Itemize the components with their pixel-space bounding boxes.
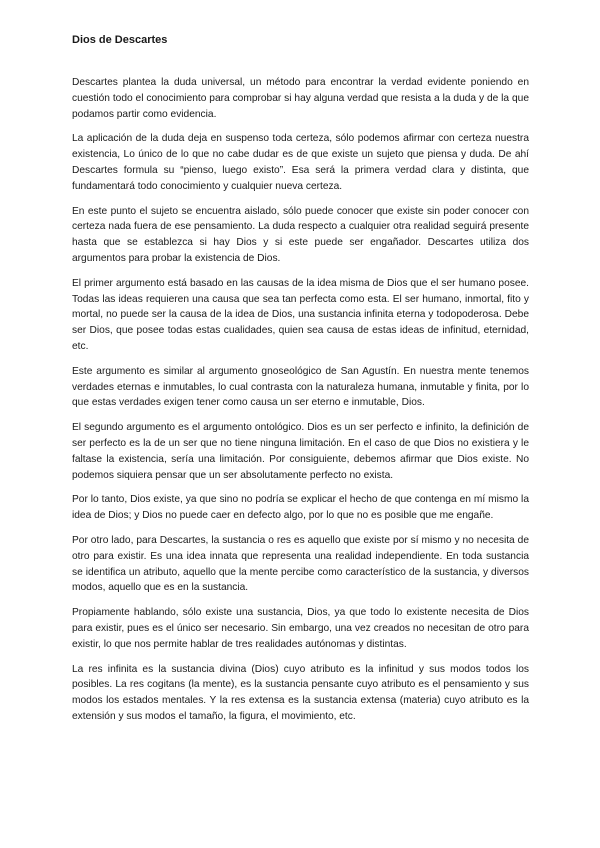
paragraph-dios-existe: Por lo tanto, Dios existe, ya que sino no podría se explicar el hecho de que contenga en mí mismo la idea de Dios; y Dios no puede caer en defecto algo, por lo que no es posible que me engañe. bbox=[72, 494, 529, 522]
document-title: Dios de Descartes bbox=[72, 34, 168, 46]
paragraph-una-sustancia: Propiamente hablando, sólo existe una sustancia, Dios, ya que todo lo existente necesita de Dios para existir, pues es el único ser necesario. Sin embargo, una vez creados no necesitan de otro para existir, lo que nos permite hablar de tres realidades autónomas y distintas. bbox=[72, 607, 529, 650]
paragraph-pienso-luego-existo: La aplicación de la duda deja en suspenso toda certeza, sólo podemos afirmar con certeza nuestra existencia, Lo único de lo que no cabe dudar es de que existe un sujeto que piensa y duda. De ahí Descartes formula su “pienso, luego existo”. Esa será la primera verdad clara y distinta, que fundamentará todo conocimiento y cualquier nueva certeza. bbox=[72, 133, 529, 192]
paragraph-sustancia: Por otro lado, para Descartes, la sustancia o res es aquello que existe por sí mismo y no necesita de otro para existir. Es una idea innata que representa una realidad independiente. En toda sustancia se identifica un atributo, aquello que la mente percibe como característico de la sustancia, y diversos modos, aquello que es en la sustancia. bbox=[72, 534, 529, 594]
document-page bbox=[72, 33, 529, 734]
paragraph-argumento-ontologico: El segundo argumento es el argumento ontológico. Dios es un ser perfecto e infinito, la definición de ser perfecto es la de un ser que no tiene ninguna limitación. En el caso de que Dios no existiera y le faltase la existencia, sería una limitación. Por consiguiente, debemos afirmar que Dios existe. No podemos siquiera pensar que un ser absolutamente perfecto no exista. bbox=[72, 422, 529, 481]
paragraph-primer-argumento: El primer argumento está basado en las causas de la idea misma de Dios que el ser humano posee. Todas las ideas requieren una causa que sea tan perfecta como esta. El ser humano, inmortal, fito y mortal, no puede ser la causa de la idea de Dios, una sustancia infinita eterna y todopoderosa. Debe ser Dios, que posee todas estas cualidades, quien sea causa de estas ideas de infinitud, eternidad, etc. bbox=[72, 277, 529, 352]
paragraph-san-agustin: Este argumento es similar al argumento gnoseológico de San Agustín. En nuestra mente tenemos verdades eternas e inmutables, lo cual contrasta con la naturaleza humana, inmutable y finita, por lo que estas verdades exigen tener como causa un ser eterno e inmutable, Dios. bbox=[72, 365, 529, 409]
paragraph-duda-universal: Descartes plantea la duda universal, un método para encontrar la verdad evidente poniendo en cuestión todo el conocimiento para comprobar si hay alguna verdad que resista a la duda y de la que podamos partir como evidencia. bbox=[72, 77, 529, 120]
paragraph-tres-res: La res infinita es la sustancia divina (Dios) cuyo atributo es la infinitud y sus modos todos los posibles. La res cogitans (la mente), es la sustancia pensante cuyo atributo es el pensamiento y sus modos los estados mentales. Y la res extensa es la sustancia extensa (materia) cuyo atributo es la extensión y sus modos el tamaño, la figura, el movimiento, etc. bbox=[72, 663, 529, 722]
paragraph-sujeto-aislado: En este punto el sujeto se encuentra aislado, sólo puede conocer que existe sin poder conocer con certeza nada fuera de ese pensamiento. La duda respecto a cualquier otra realidad seguirá presente hasta que se establezca si hay Dios y si este puede ser engañador. Descartes utiliza dos argumentos para probar la existencia de Dios. bbox=[72, 205, 529, 264]
